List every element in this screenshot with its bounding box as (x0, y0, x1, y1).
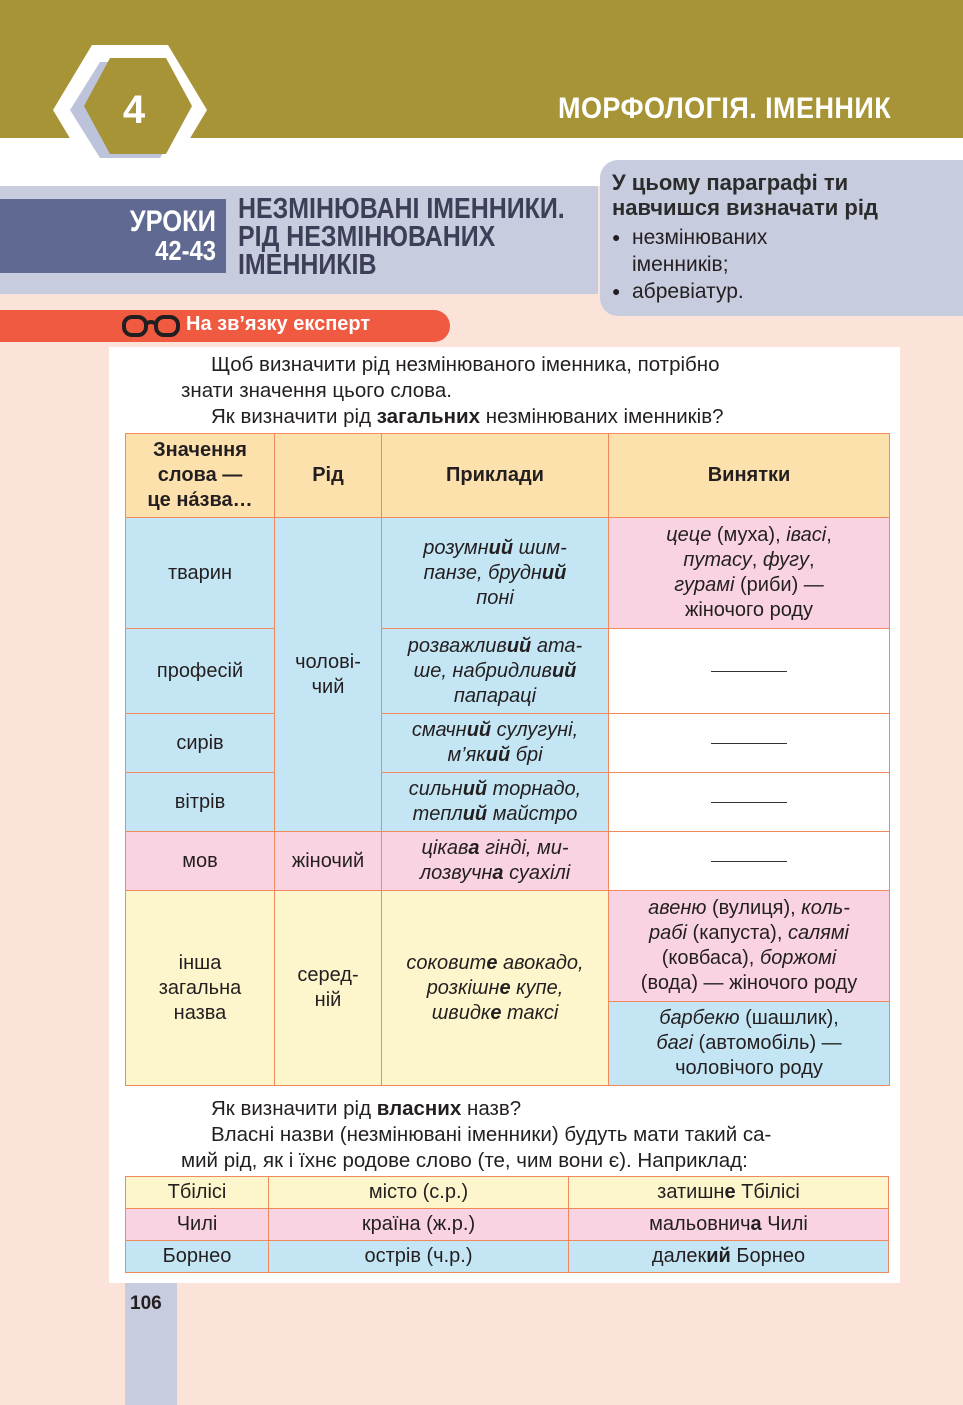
header-exceptions: Винятки (609, 434, 890, 518)
exceptions-cell: цеце (муха), івасі, путасу, фугу, гурамі (риби) — жіночого роду (609, 518, 890, 629)
proper-name-cell: Тбілісі (126, 1177, 269, 1209)
goals-list (612, 224, 963, 305)
gender-rules-table (125, 433, 890, 1086)
examples-cell: цікава гінді, ми- лозвучна суахілі (382, 832, 609, 891)
chapter-title: МОРФОЛОГІЯ. ІМЕННИК (557, 92, 891, 125)
exceptions-cell-empty (609, 714, 890, 773)
learning-goals-box (600, 160, 963, 316)
expert-label: На зв’язку експерт (186, 313, 371, 335)
meaning-cell: інша загальна назва (126, 891, 275, 1086)
table-header-row (126, 434, 890, 518)
chapter-number: 4 (122, 88, 146, 132)
exceptions-cell: авеню (вулиця), коль- рабі (капуста), салямі (ковбаса), боржомі (вода) — жіночого роду (609, 891, 890, 1002)
lesson-title-line: ІМЕННИКІВ (238, 249, 377, 281)
goals-heading (612, 170, 963, 220)
table-row (126, 1177, 889, 1209)
generic-word-cell: країна (ж.р.) (269, 1209, 569, 1241)
table-row (126, 518, 890, 629)
meaning-cell: вітрів (126, 773, 275, 832)
table-row (126, 773, 890, 832)
meaning-cell: мов (126, 832, 275, 891)
examples-cell: сильний торнадо, теплий майстро (382, 773, 609, 832)
table-row (126, 832, 890, 891)
dash-line (711, 743, 787, 744)
dash-line (711, 671, 787, 672)
lesson-title (238, 195, 565, 279)
examples-cell: смачний сулугуні, м’який брі (382, 714, 609, 773)
proper-nouns-question: Як визначити рід власних назв? (211, 1097, 522, 1120)
meaning-cell: сирів (126, 714, 275, 773)
dash-line (711, 861, 787, 862)
intro-line: знати значення цього слова. (181, 379, 452, 402)
meaning-cell: тварин (126, 518, 275, 629)
phrase-cell: затишне Тбілісі (569, 1177, 889, 1209)
proper-text-line: мий рід, як і їхнє родове слово (те, чим вони є). Наприклад: (181, 1149, 748, 1172)
examples-cell: соковите авокадо, розкішне купе, швидке таксі (382, 891, 609, 1086)
header-meaning: Значення слова — це на́зва… (126, 434, 275, 518)
page-number: 106 (130, 1293, 162, 1314)
generic-word-cell: місто (с.р.) (269, 1177, 569, 1209)
table-row (126, 714, 890, 773)
lesson-title-line: РІД НЕЗМІНЮВАНИХ (238, 221, 496, 253)
generic-word-cell: острів (ч.р.) (269, 1241, 569, 1273)
exceptions-cell-empty (609, 773, 890, 832)
gender-cell: жіночий (275, 832, 382, 891)
table-row (126, 1209, 889, 1241)
examples-cell: розважливий ата- ше, набридливий папараці (382, 629, 609, 714)
gender-cell: чолові- чий (275, 518, 382, 832)
lesson-tag-numbers: 42-43 (155, 235, 216, 266)
lesson-tag (0, 199, 226, 273)
goals-heading-line: У цьому параграфі ти (612, 170, 849, 195)
examples-cell: розумний шим- панзе, брудний поні (382, 518, 609, 629)
phrase-cell: далекий Борнео (569, 1241, 889, 1273)
phrase-cell: мальовнича Чилі (569, 1209, 889, 1241)
goals-heading-line: навчишся визначати рід (612, 195, 878, 220)
exceptions-cell-empty (609, 832, 890, 891)
goal-item: ● абревіатур. (612, 278, 963, 305)
dash-line (711, 802, 787, 803)
proper-name-cell: Борнео (126, 1241, 269, 1273)
gender-cell: серед- ній (275, 891, 382, 1086)
proper-examples-table (125, 1176, 889, 1273)
meaning-cell: професій (126, 629, 275, 714)
proper-name-cell: Чилі (126, 1209, 269, 1241)
table-row (126, 1241, 889, 1273)
table-row (126, 891, 890, 1002)
proper-text-line: Власні назви (незмінювані іменники) будуть мати такий са- (211, 1123, 772, 1146)
chapter-number-badge (50, 42, 210, 178)
common-nouns-question: Як визначити рід загальних незмінюваних іменників? (211, 405, 724, 428)
table-row (126, 629, 890, 714)
header-examples: Приклади (382, 434, 609, 518)
header-gender: Рід (275, 434, 382, 518)
lesson-title-line: НЕЗМІНЮВАНІ ІМЕННИКИ. (238, 193, 565, 225)
glasses-icon (122, 312, 180, 340)
intro-line: Щоб визначити рід незмінюваного іменника, потрібно (211, 353, 720, 376)
lesson-tag-label: УРОКИ (129, 205, 216, 238)
goal-item: ● незмінюваних іменників; (612, 224, 963, 278)
exceptions-cell-empty (609, 629, 890, 714)
exceptions-cell: барбекю (шашлик), багі (автомобіль) — чоловічого роду (609, 1002, 890, 1086)
